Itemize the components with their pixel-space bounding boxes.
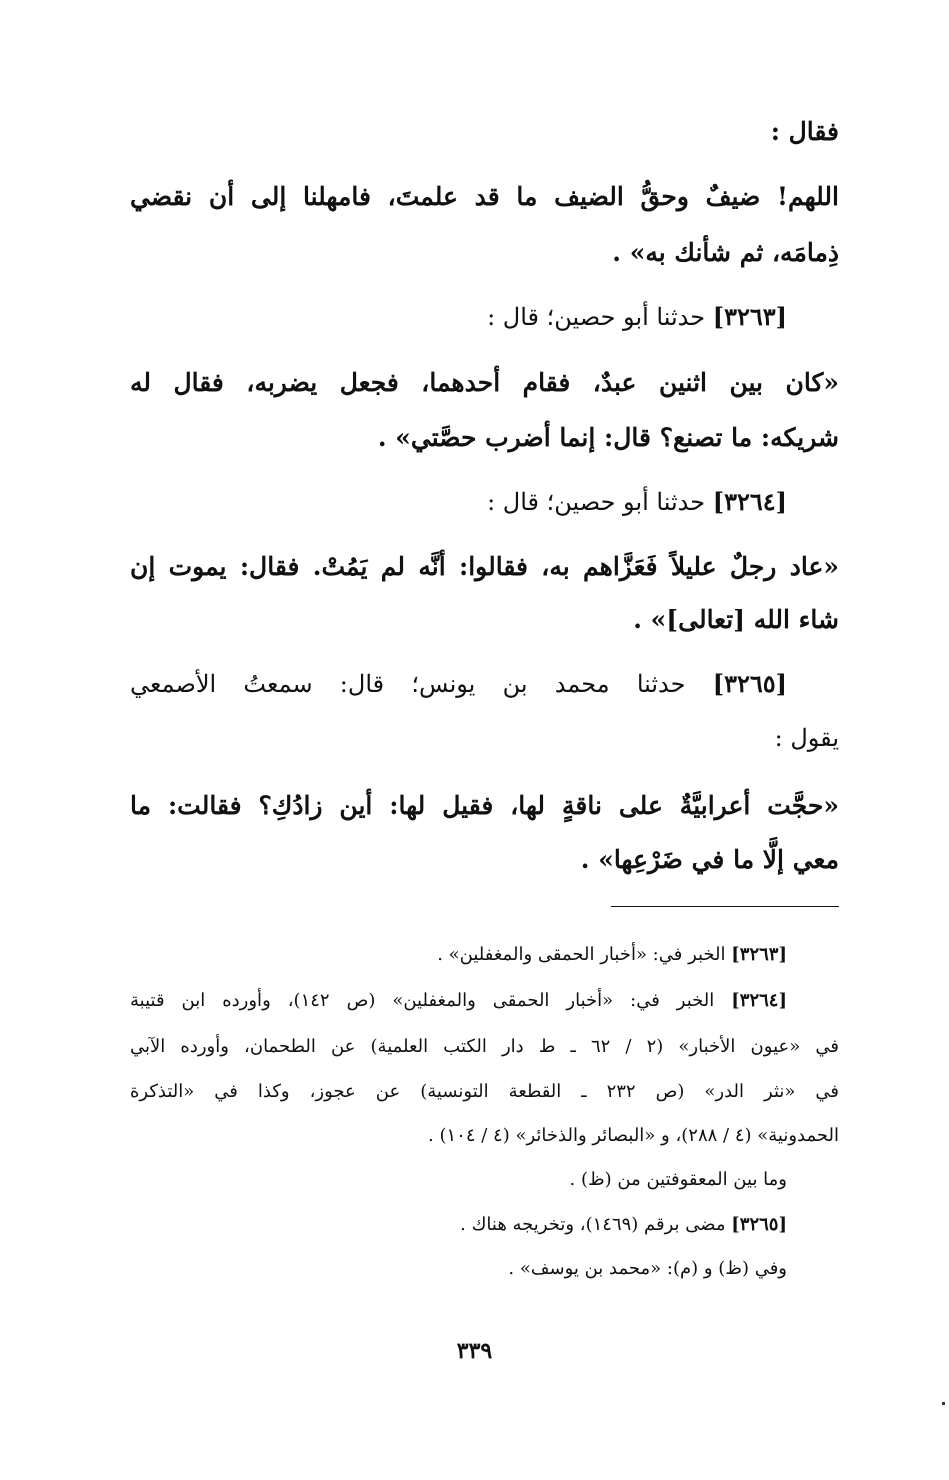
footnote-separator: [611, 906, 839, 907]
hadith-isnad-3265: [130, 664, 787, 704]
hadith-number: [٣٢٦٤]: [712, 487, 787, 516]
footnote-line: وما بين المعقوفتين من (ظ) .: [569, 1169, 787, 1190]
hadith-number: [٣٢٦٥]: [712, 669, 787, 698]
isnad-text: حدثنا محمد بن يونس؛ قال: سمعتُ الأصمعي: [130, 670, 713, 698]
footnote-number: [٣٢٦٤]: [731, 990, 787, 1011]
page-number: ٣٣٩: [456, 1338, 493, 1364]
text-line: فقال :: [770, 117, 839, 146]
footnote-3265: [130, 1210, 787, 1240]
footnote-text: الخبر في: «أخبار الحمقى والمغفلين» .: [437, 944, 732, 965]
footnote-text: مضى برقم (١٤٦٩)، وتخريجه هناك .: [460, 1214, 732, 1235]
hadith-number: [٣٢٦٣]: [712, 302, 787, 331]
footnote-number: [٣٢٦٣]: [731, 944, 787, 965]
footnote-3264: [130, 986, 787, 1016]
text-line: معي إلَّا ما في ضَرْعِها» .: [580, 845, 839, 874]
text-line: شريكه: ما تصنع؟ قال: إنما أضرب حصَّتي» .: [377, 423, 839, 452]
footnote-3263: [130, 940, 787, 970]
footnote-line: في «نثر الدر» (ص ٢٣٢ ـ القطعة التونسية) عن عجوز، وكذا في «التذكرة: [130, 1081, 840, 1102]
hadith-isnad-3263: [130, 297, 787, 337]
text-line: «حجَّت أعرابيَّةٌ على ناقةٍ لها، فقيل لها: أين زادُكِ؟ فقالت: ما: [130, 791, 839, 820]
text-line: «كان بين اثنين عبدٌ، فقام أحدهما، فجعل يضربه، فقال له: [130, 368, 839, 397]
footnote-line: الحمدونية» (٤ / ٢٨٨)، و «البصائر والذخائر» (٤ / ١٠٤) .: [428, 1125, 839, 1146]
scan-speck: [942, 1402, 945, 1405]
isnad-text: حدثنا أبو حصين؛ قال :: [487, 303, 713, 331]
text-line: «عاد رجلٌ عليلاً فَعَزَّاهم به، فقالوا: أنَّه لم يَمُتْ. فقال: يموت إن: [130, 552, 839, 581]
footnote-line: في «عيون الأخبار» (٢ / ٦٢ ـ ط دار الكتب العلمية) عن الطحمان، وأورده الآبي: [130, 1036, 839, 1057]
footnote-number: [٣٢٦٥]: [731, 1214, 787, 1235]
text-line: يقول :: [774, 724, 839, 752]
text-line: اللهم! ضيفٌ وحقُّ الضيف ما قد علمتَ، فامهلنا إلى أن نقضي: [130, 182, 839, 211]
isnad-text: حدثنا أبو حصين؛ قال :: [487, 488, 713, 516]
footnote-text: الخبر في: «أخبار الحمقى والمغفلين» (ص ١٤٢)، وأورده ابن قتيبة: [130, 990, 732, 1011]
text-line: ذِمامَه، ثم شأنك به» .: [612, 238, 839, 267]
hadith-isnad-3264: [130, 482, 787, 522]
footnote-line: وفي (ظ) و (م): «محمد بن يوسف» .: [508, 1258, 787, 1279]
text-line: شاء الله [تعالى]» .: [633, 605, 839, 634]
